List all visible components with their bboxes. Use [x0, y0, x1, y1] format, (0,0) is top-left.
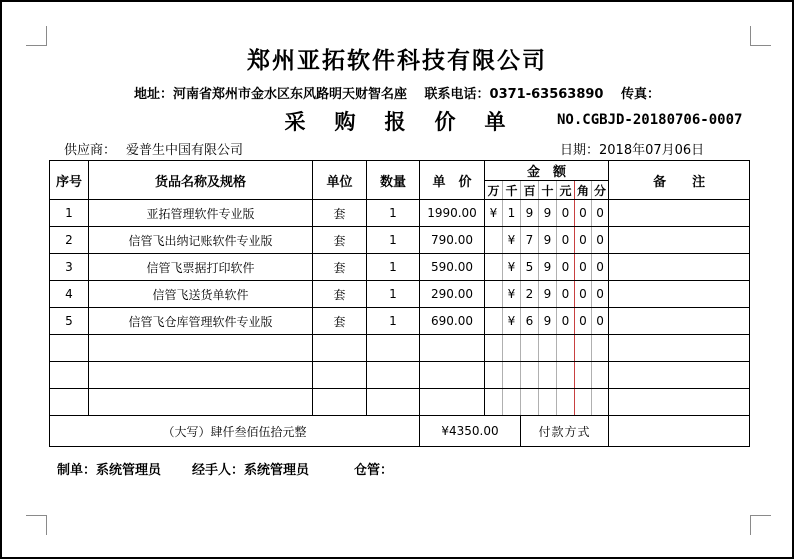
amount-digit-cell: 0 — [557, 281, 575, 308]
maker-label: 制单： — [57, 463, 97, 478]
header-remark: 备 注 — [609, 161, 750, 200]
cell-price: 590.00 — [420, 254, 485, 281]
cell-qty: 1 — [367, 254, 420, 281]
amount-digit-cell: ¥ — [503, 254, 521, 281]
amount-digit-cell: 0 — [557, 254, 575, 281]
supplier-field — [64, 139, 243, 158]
amount-digit-cell: ¥ — [503, 308, 521, 335]
amount-digit-cell: 9 — [539, 281, 557, 308]
table-row — [50, 200, 750, 227]
amount-digit-cell — [485, 308, 503, 335]
amount-digit-cell: 0 — [575, 281, 592, 308]
cell-unit: 套 — [313, 200, 367, 227]
cell-product: 信管飞仓库管理软件专业版 — [89, 308, 313, 335]
cell-remark — [609, 254, 750, 281]
amount-digit-cell: 0 — [592, 281, 609, 308]
table-row-empty — [50, 335, 750, 362]
handler-label: 经手人： — [192, 463, 245, 478]
header-amount-wan: 万 — [485, 181, 503, 200]
cell-product: 信管飞送货单软件 — [89, 281, 313, 308]
amount-digit-cell: 0 — [575, 227, 592, 254]
table-row-empty — [50, 362, 750, 389]
cell-qty: 1 — [367, 308, 420, 335]
date-label: 日期： — [560, 143, 600, 158]
table-row — [50, 227, 750, 254]
cell-qty: 1 — [367, 227, 420, 254]
table-header-row — [50, 161, 750, 181]
table-row — [50, 254, 750, 281]
cell-index: 1 — [50, 200, 89, 227]
footer-amount-words: （大写）肆仟叁佰伍拾元整 — [50, 416, 420, 447]
amount-digit-cell: ¥ — [485, 200, 503, 227]
cell-qty: 1 — [367, 281, 420, 308]
signature-warehouse — [354, 459, 393, 478]
amount-digit-cell: 9 — [539, 308, 557, 335]
header-amount-shi: 十 — [539, 181, 557, 200]
table-row — [50, 281, 750, 308]
header-amount-yuan: 元 — [557, 181, 575, 200]
amount-digit-cell: 0 — [592, 200, 609, 227]
cell-index: 2 — [50, 227, 89, 254]
maker-value: 系统管理员 — [96, 463, 162, 478]
cell-price: 790.00 — [420, 227, 485, 254]
margin-mark-bottom-left-icon — [26, 515, 47, 535]
amount-digit-cell: 0 — [575, 200, 592, 227]
date-field — [560, 139, 704, 158]
company-name: 郑州亚拓软件科技有限公司 — [247, 48, 547, 74]
signature-maker — [57, 459, 161, 478]
amount-digit-cell: ¥ — [503, 281, 521, 308]
cell-unit: 套 — [313, 281, 367, 308]
header-price: 单 价 — [420, 161, 485, 200]
amount-digit-cell: 0 — [592, 308, 609, 335]
header-amount-fen: 分 — [592, 181, 609, 200]
amount-digit-cell: 0 — [557, 227, 575, 254]
date-value: 2018年07月06日 — [599, 143, 705, 158]
amount-digit-cell: 0 — [592, 227, 609, 254]
cell-unit: 套 — [313, 254, 367, 281]
footer-total: ¥4350.00 — [420, 416, 521, 447]
table-row — [50, 308, 750, 335]
amount-digit-cell: 6 — [521, 308, 539, 335]
cell-remark — [609, 200, 750, 227]
amount-digit-cell: 5 — [521, 254, 539, 281]
header-index: 序号 — [50, 161, 89, 200]
signature-handler — [192, 459, 309, 478]
quotation-table — [49, 160, 750, 447]
amount-digit-cell: 1 — [503, 200, 521, 227]
handler-value: 系统管理员 — [244, 463, 310, 478]
footer-remark — [609, 416, 750, 447]
amount-digit-cell: 0 — [592, 254, 609, 281]
header-product: 货品名称及规格 — [89, 161, 313, 200]
supplier-value: 爱普生中国有限公司 — [126, 143, 244, 158]
address-line: 地址：河南省郑州市金水区东风路明天财智名座 联系电话：0371-63563890 传真： — [134, 87, 660, 102]
supplier-label: 供应商： — [64, 143, 117, 158]
cell-product: 信管飞出纳记账软件专业版 — [89, 227, 313, 254]
doc-title: 采 购 报 价 单 — [284, 110, 510, 134]
header-unit: 单位 — [313, 161, 367, 200]
amount-digit-cell: 9 — [521, 200, 539, 227]
cell-index: 4 — [50, 281, 89, 308]
footer-payment-label: 付款方式 — [521, 416, 609, 447]
cell-unit: 套 — [313, 227, 367, 254]
cell-price: 290.00 — [420, 281, 485, 308]
cell-index: 3 — [50, 254, 89, 281]
amount-digit-cell: 0 — [575, 308, 592, 335]
amount-digit-cell: 0 — [557, 308, 575, 335]
header-amount-qian: 千 — [503, 181, 521, 200]
cell-remark — [609, 308, 750, 335]
amount-digit-cell: 2 — [521, 281, 539, 308]
cell-remark — [609, 281, 750, 308]
header-qty: 数量 — [367, 161, 420, 200]
table-footer-row — [50, 416, 750, 447]
amount-digit-cell — [485, 227, 503, 254]
amount-digit-cell: 9 — [539, 200, 557, 227]
cell-qty: 1 — [367, 200, 420, 227]
amount-digit-cell: 0 — [557, 200, 575, 227]
doc-number: NO.CGBJD-20180706-0007 — [557, 112, 743, 128]
header-amount-bai: 百 — [521, 181, 539, 200]
cell-price: 1990.00 — [420, 200, 485, 227]
cell-remark — [609, 227, 750, 254]
header-amount-jiao: 角 — [575, 181, 592, 200]
amount-digit-cell: 7 — [521, 227, 539, 254]
amount-digit-cell: 9 — [539, 254, 557, 281]
cell-product: 信管飞票据打印软件 — [89, 254, 313, 281]
amount-digit-cell: ¥ — [503, 227, 521, 254]
cell-index: 5 — [50, 308, 89, 335]
table-row-empty — [50, 389, 750, 416]
cell-price: 690.00 — [420, 308, 485, 335]
amount-digit-cell — [485, 254, 503, 281]
margin-mark-bottom-right-icon — [750, 515, 771, 535]
cell-unit: 套 — [313, 308, 367, 335]
amount-digit-cell: 0 — [575, 254, 592, 281]
amount-digit-cell — [485, 281, 503, 308]
amount-digit-cell: 9 — [539, 227, 557, 254]
header-amount: 金 额 — [485, 161, 609, 181]
warehouse-label: 仓管： — [354, 463, 394, 478]
cell-product: 亚拓管理软件专业版 — [89, 200, 313, 227]
